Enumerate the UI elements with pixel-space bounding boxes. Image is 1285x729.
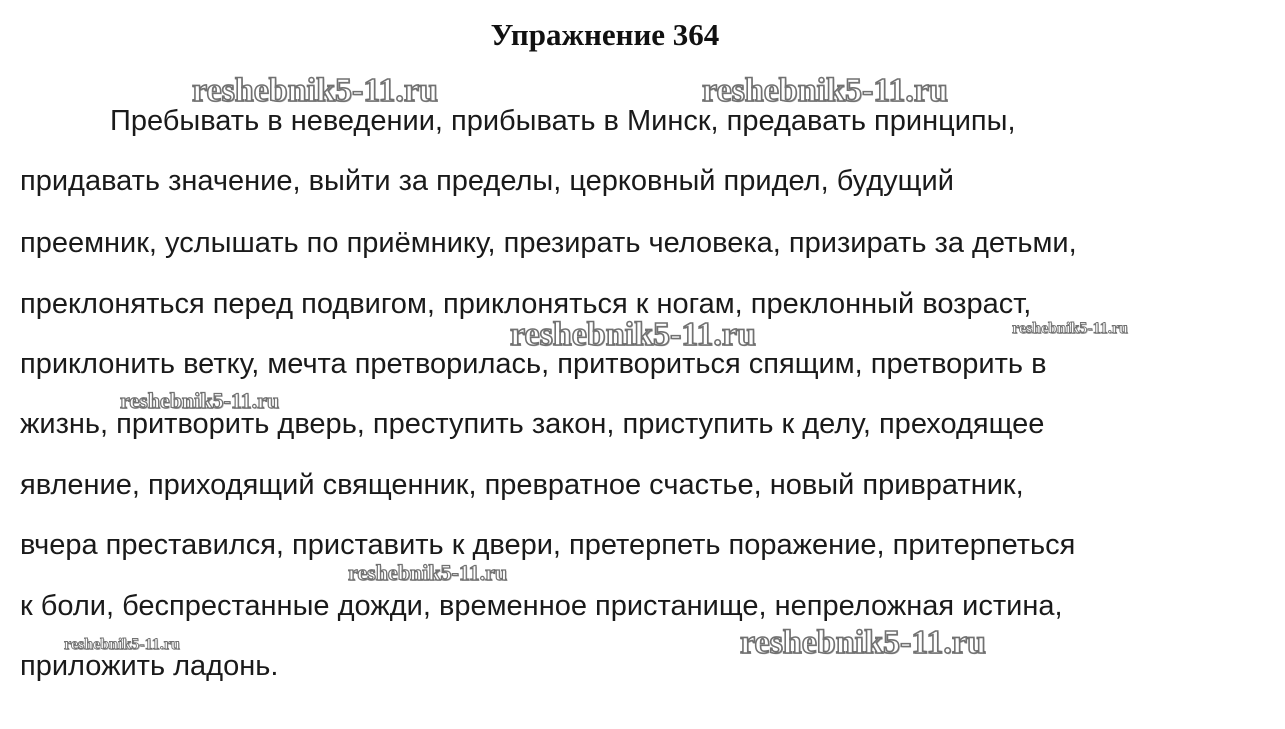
text-line-7: явление, приходящий священник, превратное счастье, новый привратник, <box>20 469 1024 501</box>
text-line-8: вчера преставился, приставить к двери, претерпеть поражение, притерпеться <box>20 529 1076 561</box>
watermark: reshebnik5-11.ru <box>510 316 756 353</box>
text-line-3: преемник, услышать по приёмнику, презирать человека, призирать за детьми, <box>20 227 1077 259</box>
text-line-10: приложить ладонь. <box>20 650 279 682</box>
watermark: reshebnik5-11.ru <box>64 636 180 653</box>
watermark: reshebnik5-11.ru <box>740 624 986 661</box>
watermark: reshebnik5-11.ru <box>348 560 508 585</box>
text-line-2: придавать значение, выйти за пределы, церковный придел, будущий <box>20 165 954 197</box>
watermark: reshebnik5-11.ru <box>120 388 280 413</box>
watermark: reshebnik5-11.ru <box>192 72 438 109</box>
text-line-9: к боли, беспрестанные дожди, временное пристанище, непреложная истина, <box>20 590 1063 622</box>
exercise-title: Упражнение 364 <box>490 17 720 52</box>
watermark: reshebnik5-11.ru <box>1012 320 1128 337</box>
text-line-4: преклоняться перед подвигом, приклоняться к ногам, преклонный возраст, <box>20 288 1032 320</box>
text-line-5: приклонить ветку, мечта претворилась, притвориться спящим, претворить в <box>20 348 1047 380</box>
text-line-6: жизнь, притворить дверь, преступить закон, приступить к делу, преходящее <box>20 408 1045 440</box>
text-line-1: Пребывать в неведении, прибывать в Минск, предавать принципы, <box>110 105 1016 137</box>
watermark: reshebnik5-11.ru <box>702 72 948 109</box>
